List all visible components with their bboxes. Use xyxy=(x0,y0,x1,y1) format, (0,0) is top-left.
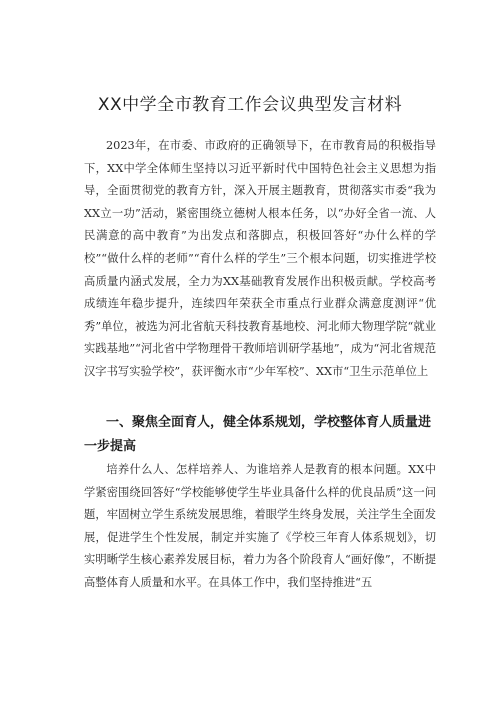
section-1-paragraph-text: 培养什么人、怎样培养人、为谁培养人是教育的根本问题。XX中学紧密围绕回答好“学校能够使学生毕业具备什么样的优良品质”这一问题，牢固树立学生系统发展思维，着眼学生终身发展，关注学生全面发展，促进学生个性发展，制定并实施了《学校三年育人体系规划》，切实明晰学生核心素养发展目标，着力为各个阶段育人“画好像”，不断提高整体育人质量和水平。在具体工作中，我们坚持推进“五 xyxy=(84,463,436,589)
intro-paragraph-text: 2023年，在市委、市政府的正确领导下，在市教育局的积极指导下，XX中学全体师生坚持以习近平新时代中国特色社会主义思想为指导，全面贯彻党的教育方针，深入开展主题教育，贯彻落实市委“我为XX立一功”活动，紧密围绕立德树人根本任务，以“办好全省一流、人民满意的高中教育”为出发点和落脚点，积极回答好“办什么样的学校”“做什么样的老师”“育什么样的学生”三个根本问题，切实推进学校高质量内涵式发展，全力为XX基础教育发展作出积极贡献。学校高考成绩连年稳步提升，连续四年荣获全市重点行业群众满意度测评“优秀”单位，被选为河北省航天科技教育基地校、河北师大物理学院“就业实践基地”“河北省中学物理骨干教师培训研学基地”，成为“河北省规范汉字书写实验学校”，获评衡水市“少年军校”、XX市“卫生示范单位上 xyxy=(84,139,436,378)
intro-paragraph xyxy=(84,135,436,384)
section-heading-1: 一、聚焦全面育人，健全体系规划，学校整体育人质量进一步提高 xyxy=(84,415,432,454)
section-1-paragraph xyxy=(84,459,436,595)
document-title: XX中学全市教育工作会议典型发言材料 xyxy=(97,95,403,115)
